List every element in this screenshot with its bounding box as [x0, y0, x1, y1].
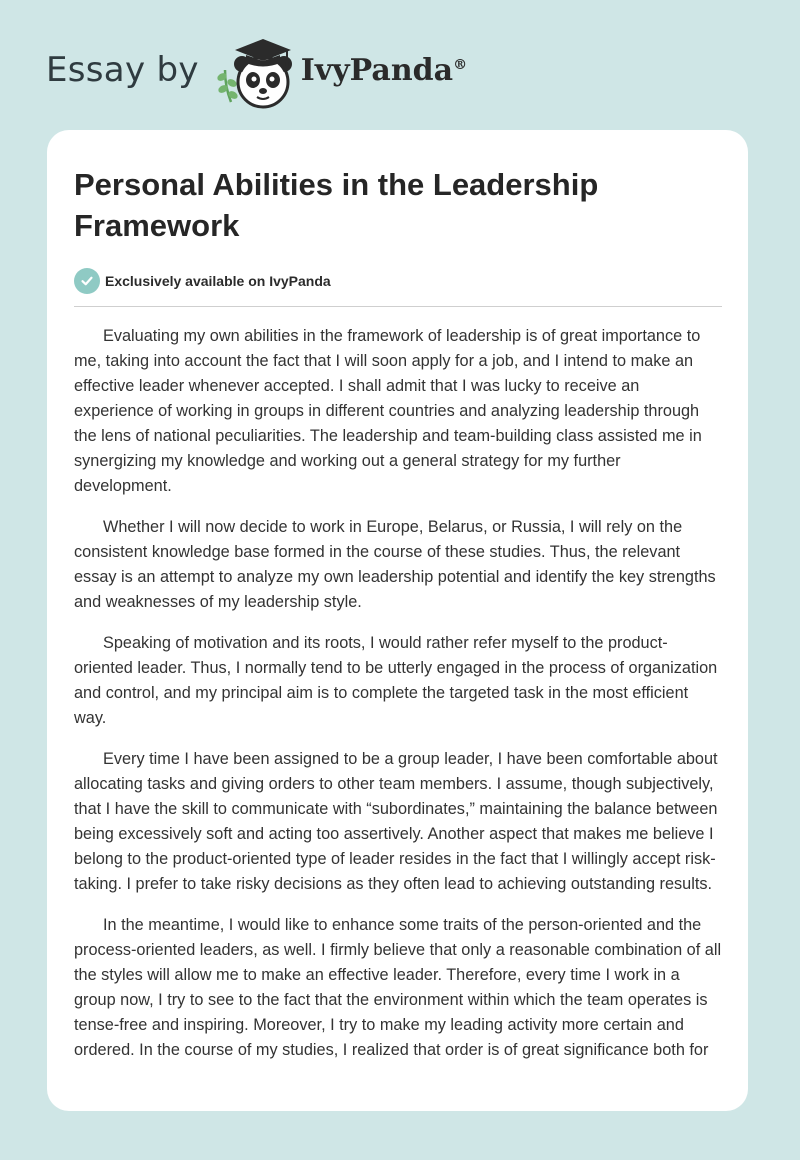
essay-paragraph: Evaluating my own abilities in the framework of leadership is of great importance to me, taking into account the fact that I will soon apply for a job, and I intend to make an effective leader whenever accepted. I shall admit that I was lucky to receive an experience of working in groups in different countries and analyzing leadership through the lens of national peculiarities. The leadership and team-building class assisted me in synergizing my knowledge and working out a general strategy for my further development.: [74, 327, 702, 495]
panda-graduate-icon[interactable]: [213, 30, 305, 110]
essay-card: [47, 130, 748, 1111]
check-circle-icon: [74, 268, 100, 294]
essay-paragraph: In the meantime, I would like to enhance some traits of the person-oriented and the process-oriented leaders, as well. I firmly believe that only a reasonable combination of all the styles will allow me to make an effective leader. Therefore, every time I work in a group now, I try to see to the fact that the environment within which the team operates is tense-free and inspiring. Moreover, I try to make my leading activity more certain and ordered. In the course of my studies, I realized that order is of great significance both for: [74, 916, 722, 1059]
brand-name[interactable]: IvyPanda®: [300, 52, 468, 88]
essay-paragraph: Speaking of motivation and its roots, I would rather refer myself to the product-oriented leader. Thus, I normally tend to be utterly engaged in the process of organization and control, and my principal aim is to complete the targeted task in the most efficient way.: [74, 634, 718, 727]
essay-title: Personal Abilities in the Leadership Framework: [74, 167, 599, 243]
essay-paragraph: Whether I will now decide to work in Europe, Belarus, or Russia, I will rely on the consistent knowledge base formed in the course of these studies. Thus, the relevant essay is an attempt to analyze my own leadership potential and identify the key strengths and weaknesses of my leadership style.: [74, 518, 716, 611]
brand-prefix: Essay by: [46, 50, 199, 90]
exclusive-badge-text: Exclusively available on IvyPanda: [105, 273, 331, 289]
registered-mark: ®: [453, 56, 468, 73]
leaf-icon: [216, 70, 239, 102]
exclusive-badge: [74, 268, 722, 307]
essay-body: [74, 324, 722, 1063]
essay-paragraph: Every time I have been assigned to be a group leader, I have been comfortable about allocating tasks and giving orders to other team members. I assume, though subjectively, that I have the skill to communicate with “subordinates,” maintaining the balance between being excessively soft and acting too assertively. Another aspect that makes me believe I belong to the product-oriented type of leader resides in the fact that I willingly accept risk-taking. I prefer to take risky decisions as they often lead to achieving outstanding results.: [74, 750, 718, 893]
brand-header: [46, 30, 467, 110]
